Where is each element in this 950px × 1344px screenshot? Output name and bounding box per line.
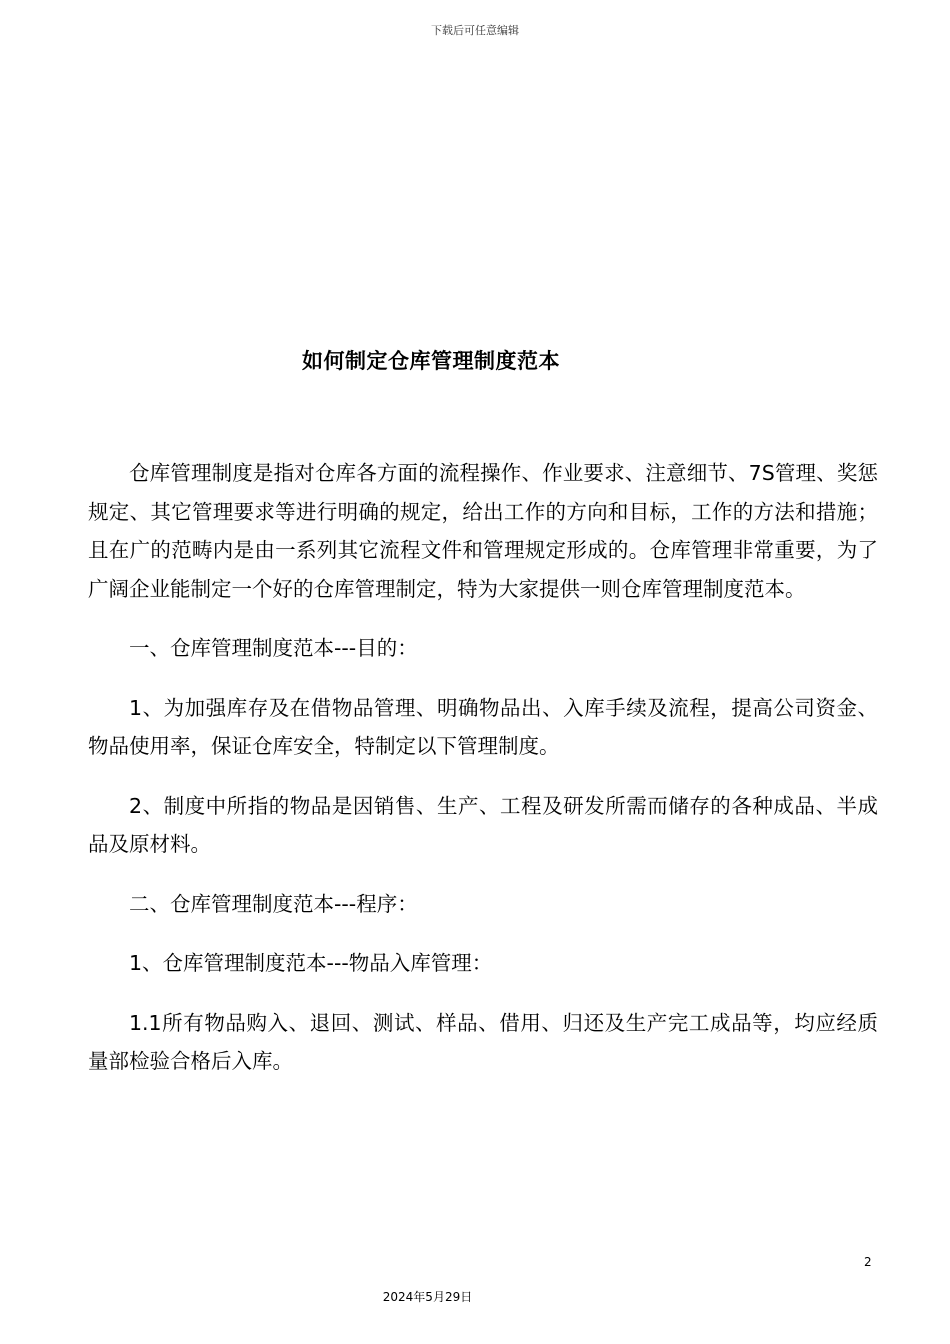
section-heading-procedure: 二、仓库管理制度范本---程序： [129,891,418,916]
section-heading-purpose: 一、仓库管理制度范本---目的： [129,636,418,660]
paragraph-purpose-2: 2、制度中所指的物品是因销售、生产、工程及研发所需而储存的各种成品、半成品及原材料。 [88,793,878,856]
paragraph-intro: 仓库管理制度是指对仓库各方面的流程操作、作业要求、注意细节、7S管理、奖惩规定、其它管理要求等进行明确的规定，给出工作的方向和目标，工作的方法和措施；且在广的范畴内是由一系列其它流程文件和管理规定形成的。仓库管理非常重要，为了广阔企业能制定一个好的仓库管理制定，特为大家提供一则仓库管理制度范本。 [88,461,878,601]
page-footer-date: 2024年5月29日 [382,1290,473,1304]
document-body [88,454,878,1081]
page-header-note: 下载后可任意编辑 [431,24,519,37]
paragraph-purpose-1: 1、为加强库存及在借物品管理、明确物品出、入库手续及流程，提高公司资金、物品使用率，保证仓库安全，特制定以下管理制度。 [88,695,878,758]
paragraph-inbound-1-1: 1.1所有物品购入、退回、测试、样品、借用、归还及生产完工成品等，均应经质量部检验合格后入库。 [88,1010,878,1073]
document-title: 如何制定仓库管理制度范本 [302,349,560,373]
subsection-heading-inbound: 1、仓库管理制度范本---物品入库管理： [129,951,493,975]
page-number: 2 [864,1255,872,1269]
